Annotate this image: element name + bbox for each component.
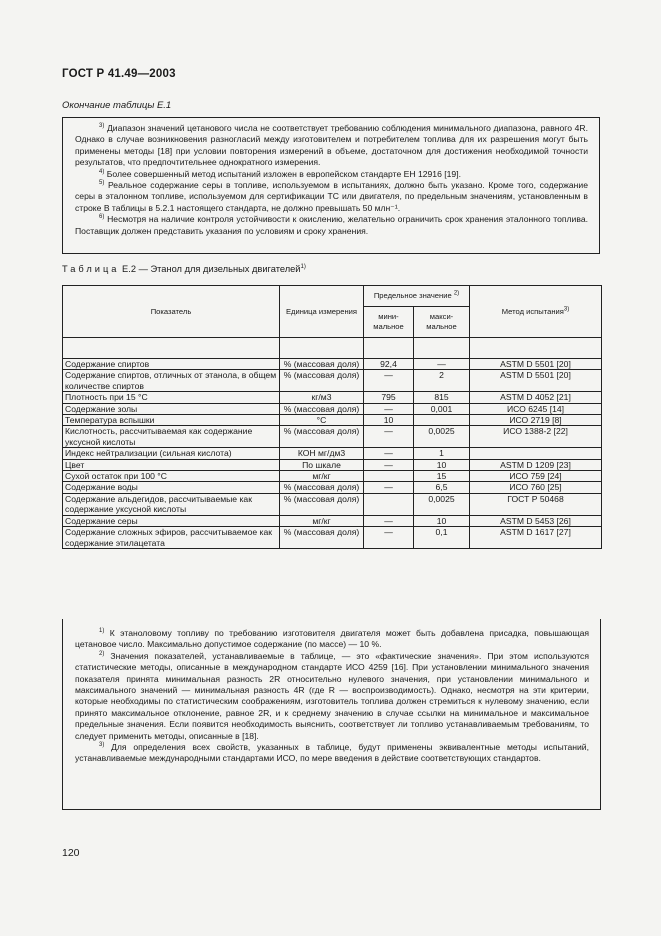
footnote-number: 1)	[99, 628, 105, 635]
cell-max: 0,001	[414, 403, 470, 414]
table-caption-prefix: Таблица	[62, 264, 120, 274]
table-row	[63, 459, 602, 470]
cell-min: —	[364, 426, 414, 448]
cell-unit: °С	[280, 415, 364, 426]
cell-method: ИСО 760 [25]	[470, 482, 602, 493]
cell-max: 0,1	[414, 527, 470, 549]
cell-min: 10	[364, 415, 414, 426]
cell-max: 0,0025	[414, 426, 470, 448]
cell-min	[364, 493, 414, 515]
cell-max: 10	[414, 515, 470, 526]
header-limit	[364, 286, 470, 307]
previous-note	[75, 123, 588, 169]
cell-min: —	[364, 448, 414, 459]
cell-unit: По шкале	[280, 459, 364, 470]
cell-method: ИСО 2719 [8]	[470, 415, 602, 426]
footnote-number: 4)	[99, 168, 105, 175]
table-row	[63, 448, 602, 459]
footnote-text: Диапазон значений цетанового числа не соответствует требованию соблюдения минимального диапазона, равного 4R. Однако в случае возникновения разногласий между изготовителем и потребителем топлива для их разрешения могут быть применены методы [18] при условии повторения измерений в объеме, достаточном для достижения необходимой точности результатов, что предпочтительнее однократного измерения.	[75, 123, 588, 168]
table-caption-footnote: 1)	[300, 263, 306, 270]
header-max: макси-мальное	[414, 307, 470, 338]
cell-indicator: Содержание воды	[63, 482, 280, 493]
cell-indicator: Температура вспышки	[63, 415, 280, 426]
cell-method: ASTM D 1617 [27]	[470, 527, 602, 549]
cell-unit: мг/кг	[280, 471, 364, 482]
cell-min: —	[364, 515, 414, 526]
header-min: мини-мальное	[364, 307, 414, 338]
cell-unit: мг/кг	[280, 515, 364, 526]
cell-method: ГОСТ Р 50468	[470, 493, 602, 515]
header-method	[470, 286, 602, 338]
cell-unit: % (массовая доля)	[280, 403, 364, 414]
footnote-number: 3)	[99, 123, 105, 130]
cell-method: ИСО 759 [24]	[470, 471, 602, 482]
cell-method: ASTM D 5453 [26]	[470, 515, 602, 526]
header-limit-label: Предельное значение	[373, 291, 452, 300]
cell-unit: % (массовая доля)	[280, 527, 364, 549]
cell-indicator: Цвет	[63, 459, 280, 470]
table-notes	[62, 619, 601, 810]
table-row	[63, 415, 602, 426]
cell-indicator: Содержание спиртов, отличных от этанола, в общем количестве спиртов	[63, 370, 280, 392]
table-row	[63, 527, 602, 549]
previous-note	[75, 169, 588, 180]
footnote-number: 3)	[99, 742, 105, 749]
header-method-footnote: 3)	[563, 305, 570, 312]
cell-max: 10	[414, 459, 470, 470]
table-note	[75, 742, 589, 765]
footnote-number: 6)	[99, 214, 105, 221]
cell-method: ИСО 1388-2 [22]	[470, 426, 602, 448]
footnote-text: Несмотря на наличие контроля устойчивости к окислению, желательно ограничить срок хранения эталонного топлива. Поставщик должен представить указания по условиям и сроку хранения.	[75, 214, 588, 236]
footnote-number: 2)	[99, 650, 105, 657]
cell-method: ASTM D 5501 [20]	[470, 370, 602, 392]
table-spacer-row	[63, 338, 602, 359]
cell-max: 815	[414, 392, 470, 403]
table-continuation-label: Окончание таблицы Е.1	[62, 100, 172, 111]
table-row	[63, 392, 602, 403]
table-row	[63, 515, 602, 526]
cell-min: —	[364, 482, 414, 493]
cell-method: ASTM D 5501 [20]	[470, 359, 602, 370]
table-note	[75, 628, 589, 651]
table-row	[63, 482, 602, 493]
cell-indicator: Содержание спиртов	[63, 359, 280, 370]
cell-indicator: Плотность при 15 °С	[63, 392, 280, 403]
cell-max: 15	[414, 471, 470, 482]
header-indicator: Показатель	[63, 286, 280, 338]
previous-table-notes	[62, 117, 600, 254]
cell-indicator: Содержание сложных эфиров, рассчитываемое как содержание этилацетата	[63, 527, 280, 549]
ethanol-table	[62, 285, 601, 549]
cell-unit: % (массовая доля)	[280, 493, 364, 515]
table-caption	[62, 264, 306, 274]
cell-min: —	[364, 459, 414, 470]
cell-unit: % (массовая доля)	[280, 370, 364, 392]
cell-indicator: Индекс нейтрализации (сильная кислота)	[63, 448, 280, 459]
footnote-text: Значения показателей, устанавливаемые в таблице, — это «фактические значения». При этом используются статистические методы, описанные в международном стандарте ИСО 4259 [16]. При установлении минимального значения показателя принята минимальная разность 2R относительно нулевого значения, при установлении минимального и максимального значений — минимальная разность 4R (где R — воспроизводимость). Однако, несмотря на эти критерии, которые необходимы по статистическим соображениям, изготовитель топлива должен стремиться к нулевому значению, если принято максимальное отклонение, равное 2R, и к среднему значению в случае ссылки на минимальное и максимальное предельные значения. Если появится необходимость выяснить, соответствует ли топливо устанавливаемым требованиям, то следует применить методы, описанные в [18].	[75, 650, 589, 741]
document-header: ГОСТ Р 41.49—2003	[62, 68, 176, 80]
cell-indicator: Сухой остаток при 100 °С	[63, 471, 280, 482]
cell-method: ASTM D 4052 [21]	[470, 392, 602, 403]
table-row	[63, 370, 602, 392]
cell-indicator: Содержание золы	[63, 403, 280, 414]
cell-method: ИСО 6245 [14]	[470, 403, 602, 414]
cell-unit: % (массовая доля)	[280, 482, 364, 493]
footnote-text: К этаноловому топливу по требованию изготовителя двигателя может быть добавлена присадка, повышающая цетановое число. Максимально допустимое содержание (по массе) — 10 %.	[75, 628, 589, 650]
cell-min: 795	[364, 392, 414, 403]
cell-method: ASTM D 1209 [23]	[470, 459, 602, 470]
cell-indicator: Кислотность, рассчитываемая как содержание уксусной кислоты	[63, 426, 280, 448]
cell-unit: КОН мг/дм3	[280, 448, 364, 459]
cell-method	[470, 448, 602, 459]
header-unit: Единица измерения	[280, 286, 364, 338]
cell-min: 92,4	[364, 359, 414, 370]
table-note	[75, 651, 589, 742]
table-row	[63, 471, 602, 482]
previous-note	[75, 214, 588, 237]
cell-unit: % (массовая доля)	[280, 426, 364, 448]
cell-indicator: Содержание альдегидов, рассчитываемые как содержание уксусной кислоты	[63, 493, 280, 515]
cell-min: —	[364, 370, 414, 392]
table-row	[63, 426, 602, 448]
footnote-text: Для определения всех свойств, указанных в таблице, будут применены эквивалентные методы испытаний, устанавливаемые международными стандартами ИСО, по мере введения в действие соответствующих стандартов.	[75, 742, 589, 764]
table-row	[63, 359, 602, 370]
table-caption-title: Е.2 — Этанол для дизельных двигателей	[119, 264, 301, 274]
cell-max	[414, 415, 470, 426]
header-method-label: Метод испытания	[501, 306, 564, 316]
page-number: 120	[62, 847, 80, 859]
cell-unit: кг/м3	[280, 392, 364, 403]
cell-max: —	[414, 359, 470, 370]
cell-max: 1	[414, 448, 470, 459]
cell-indicator: Содержание серы	[63, 515, 280, 526]
footnote-number: 5)	[99, 180, 105, 187]
cell-min	[364, 471, 414, 482]
footnote-text: Реальное содержание серы в топливе, используемом в испытаниях, должно быть указано. Кроме того, содержание серы в эталонном топливе, используемом для сертификации ТС или двигателя, по предельным значениям, установленным в строке В таблицы в 5.2.1 настоящего стандарта, не должно превышать 50 млн⁻¹.	[75, 180, 588, 213]
cell-max: 6,5	[414, 482, 470, 493]
footnote-text: Более совершенный метод испытаний изложен в европейском стандарте ЕН 12916 [19].	[104, 168, 461, 179]
previous-note	[75, 180, 588, 214]
cell-min: —	[364, 403, 414, 414]
cell-unit: % (массовая доля)	[280, 359, 364, 370]
cell-max: 2	[414, 370, 470, 392]
table-row	[63, 493, 602, 515]
table-row	[63, 403, 602, 414]
header-limit-footnote: 2)	[453, 290, 460, 297]
cell-min: —	[364, 527, 414, 549]
cell-max: 0,0025	[414, 493, 470, 515]
